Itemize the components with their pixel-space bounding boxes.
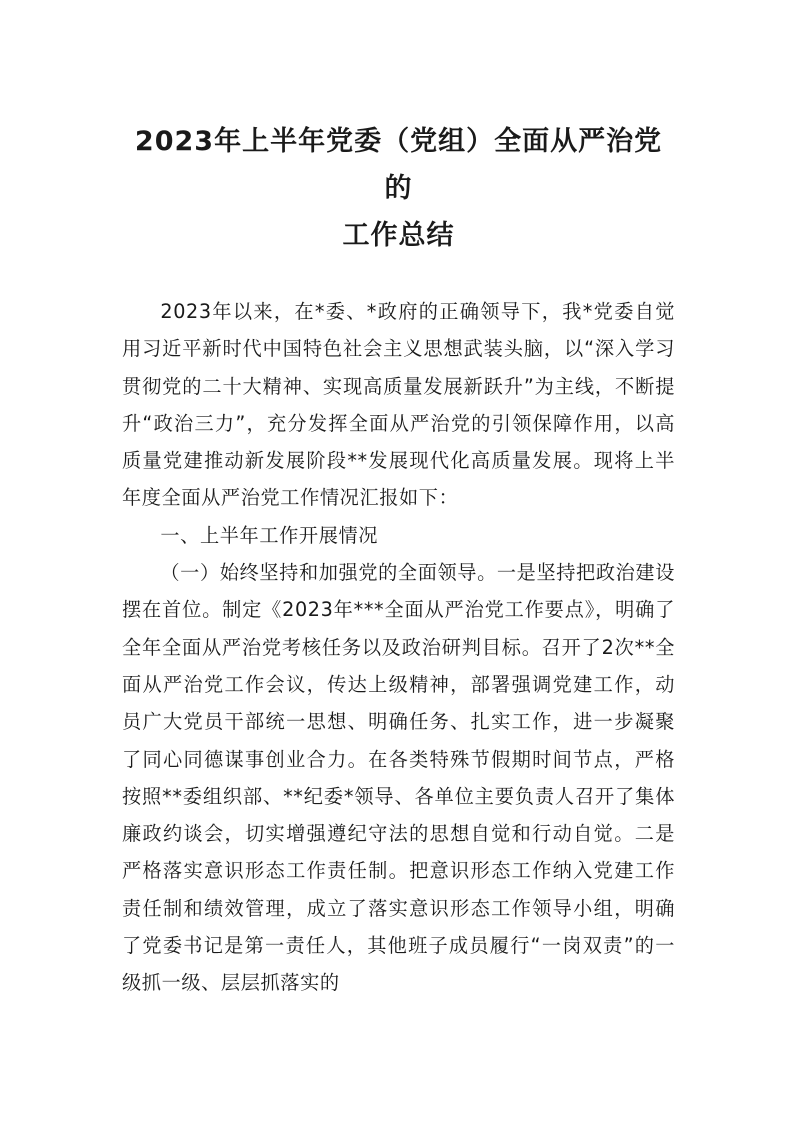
document-title	[122, 118, 675, 259]
document-body	[122, 293, 675, 1002]
title-line-2: 工作总结	[342, 220, 455, 251]
section-paragraph: （一）始终坚持和加强党的全面领导。一是坚持把政治建设摆在首位。制定《2023年***全面从严治党工作要点》，明确了全年全面从严治党考核任务以及政治研判目标。召开了2次**全面从严治党工作会议，传达上级精神，部署强调党建工作，动员广大党员干部统一思想、明确任务、扎实工作，进一步凝聚了同心同德谋事创业合力。在各类特殊节假期时间节点，严格按照**委组织部、**纪委*领导、各单位主要负责人召开了集体廉政约谈会，切实增强遵纪守法的思想自觉和行动自觉。二是严格落实意识形态工作责任制。把意识形态工作纳入党建工作责任制和绩效管理，成立了落实意识形态工作领导小组，明确了党委书记是第一责任人，其他班子成员履行“一岗双责”的一级抓一级、层层抓落实的	[122, 561, 675, 995]
title-line-1: 2023年上半年党委（党组）全面从严治党的	[134, 126, 663, 204]
section-heading: 一、上半年工作开展情况	[160, 523, 379, 547]
intro-paragraph: 2023年以来，在*委、*政府的正确领导下，我*党委自觉用习近平新时代中国特色社会主义思想武装头脑，以“深入学习贯彻党的二十大精神、实现高质量发展新跃升”为主线，不断提升“政治三力”，充分发挥全面从严治党的引领保障作用，以高质量党建推动新发展阶段**发展现代化高质量发展。现将上半年度全面从严治党工作情况汇报如下：	[122, 300, 675, 510]
